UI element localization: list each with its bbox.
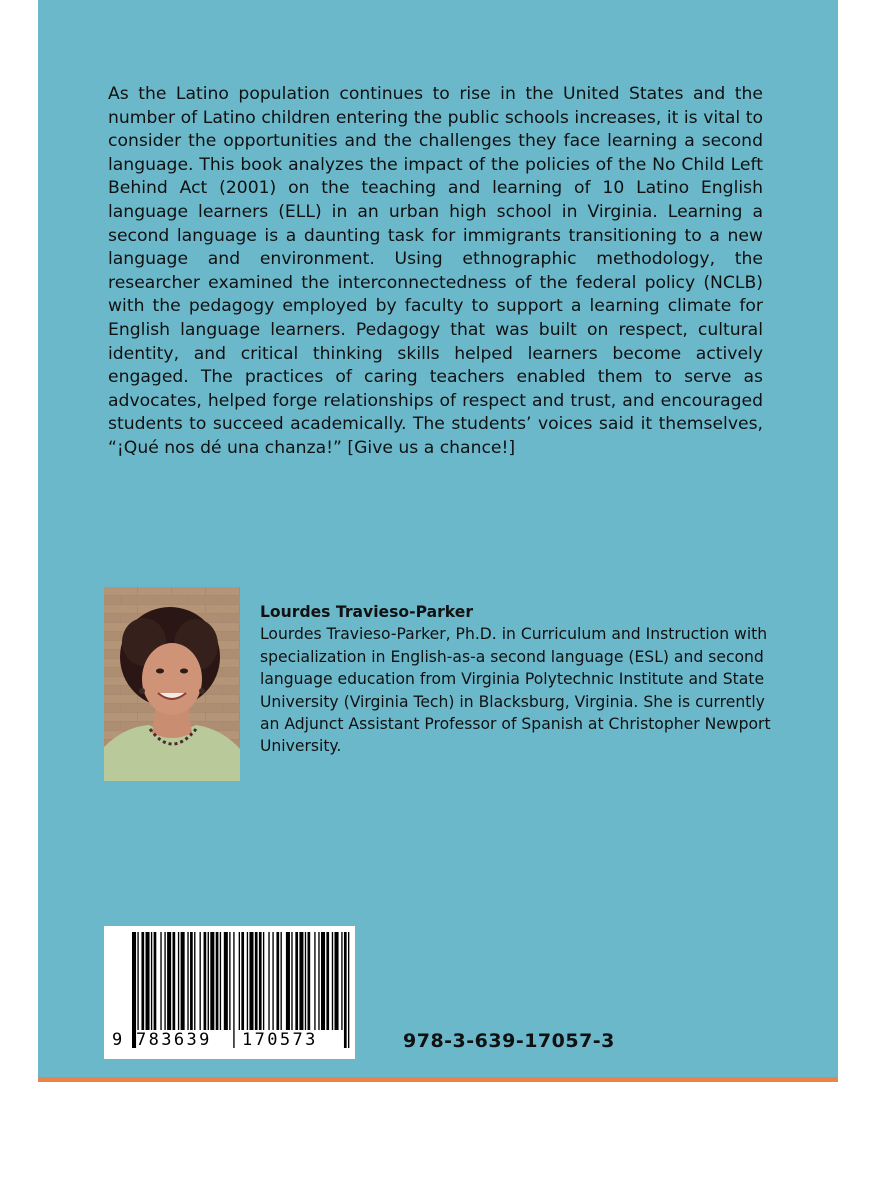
author-photo <box>104 587 240 781</box>
barcode-digits-group2: 170573 <box>242 1030 318 1050</box>
barcode-bar <box>295 932 298 1030</box>
barcode-bar <box>249 932 253 1030</box>
barcode-digits-group1: 783639 <box>136 1030 212 1050</box>
barcode-digits <box>104 1030 355 1054</box>
barcode-bar <box>341 932 342 1030</box>
author-bio: Lourdes Travieso-Parker, Ph.D. in Curriculum and Instruction with specialization in English-as-a second language (ESL) and second language education from Virginia Polytechnic Institute and State University (Virginia Tech) in Blacksburg, Virginia. She is currently an Adjunct Assistant Professor of Spanish at Christopher Newport University. <box>260 625 771 756</box>
barcode-bar <box>137 932 138 1030</box>
barcode-bar <box>272 932 273 1030</box>
barcode-bar <box>181 932 185 1030</box>
barcode-bar <box>308 932 311 1030</box>
barcode-bar <box>247 932 248 1030</box>
barcode-bar <box>173 932 176 1030</box>
barcode-bar <box>204 932 207 1030</box>
author-info <box>260 601 780 758</box>
barcode-bar <box>241 932 244 1030</box>
barcode-bar <box>151 932 152 1030</box>
accent-strip <box>38 1077 838 1082</box>
barcode-bar <box>167 932 171 1030</box>
barcode-bar <box>146 932 150 1030</box>
barcode-bar <box>299 932 303 1030</box>
barcode-bar <box>259 932 262 1030</box>
barcode-bar <box>281 932 282 1030</box>
barcode-bar <box>178 932 179 1030</box>
barcode-bar <box>141 932 144 1030</box>
barcode-bar <box>268 932 269 1030</box>
barcode-bar <box>332 932 333 1030</box>
barcode-bar <box>194 932 195 1030</box>
barcode-bar <box>224 932 228 1030</box>
barcode-bar <box>276 932 279 1030</box>
barcode-bar <box>305 932 306 1030</box>
barcode-bar <box>210 932 214 1030</box>
isbn-number: 978-3-639-17057-3 <box>403 1030 615 1052</box>
barcode-bar <box>291 932 292 1030</box>
barcode-digit-first: 9 <box>112 1030 123 1050</box>
barcode-bar <box>229 932 230 1030</box>
barcode-bar <box>187 932 188 1030</box>
barcode-bar <box>154 932 157 1030</box>
barcode-bar <box>208 932 209 1030</box>
barcode <box>104 926 355 1059</box>
barcode-bar <box>220 932 221 1030</box>
barcode-bar <box>190 932 193 1030</box>
barcode-bar <box>318 932 319 1030</box>
barcode-bar <box>160 932 161 1030</box>
barcode-bar <box>239 932 240 1030</box>
book-blurb: As the Latino population continues to rise in the United States and the number of Latino children entering the public schools increases, it is vital to consider the opportunities and the challenges they face learning a second language. This book analyzes the impact of the policies of the No Child Left Behind Act (2001) on the teaching and learning of 10 Latino English language learners (ELL) in an urban high school in Virginia. Learning a second language is a daunting task for immigrants transitioning to a new language and environment. Using ethnographic methodology, the researcher examined the interconnectedness of the federal policy (NCLB) with the pedagogy employed by faculty to support a learning climate for English language learners. Pedagogy that was built on respect, cultural identity, and critical thinking skills helped learners become actively engaged. The practices of caring teachers enabled them to serve as advocates, helped forge relationships of respect and trust, and encouraged students to succeed academically. The students’ voices said it themselves, “¡Qué nos dé una chanza!” [Give us a chance!] <box>108 84 763 458</box>
barcode-bar <box>321 932 325 1030</box>
author-portrait-icon <box>104 587 240 781</box>
author-name: Lourdes Travieso-Parker <box>260 603 474 621</box>
barcode-bar <box>164 932 165 1030</box>
barcode-bar <box>255 932 258 1030</box>
barcode-bar <box>335 932 339 1030</box>
barcode-bar <box>263 932 264 1030</box>
barcode-bar <box>326 932 329 1030</box>
barcode-bar <box>200 932 201 1030</box>
barcode-bar <box>216 932 219 1030</box>
barcode-bar <box>314 932 315 1030</box>
barcode-bar <box>286 932 290 1030</box>
